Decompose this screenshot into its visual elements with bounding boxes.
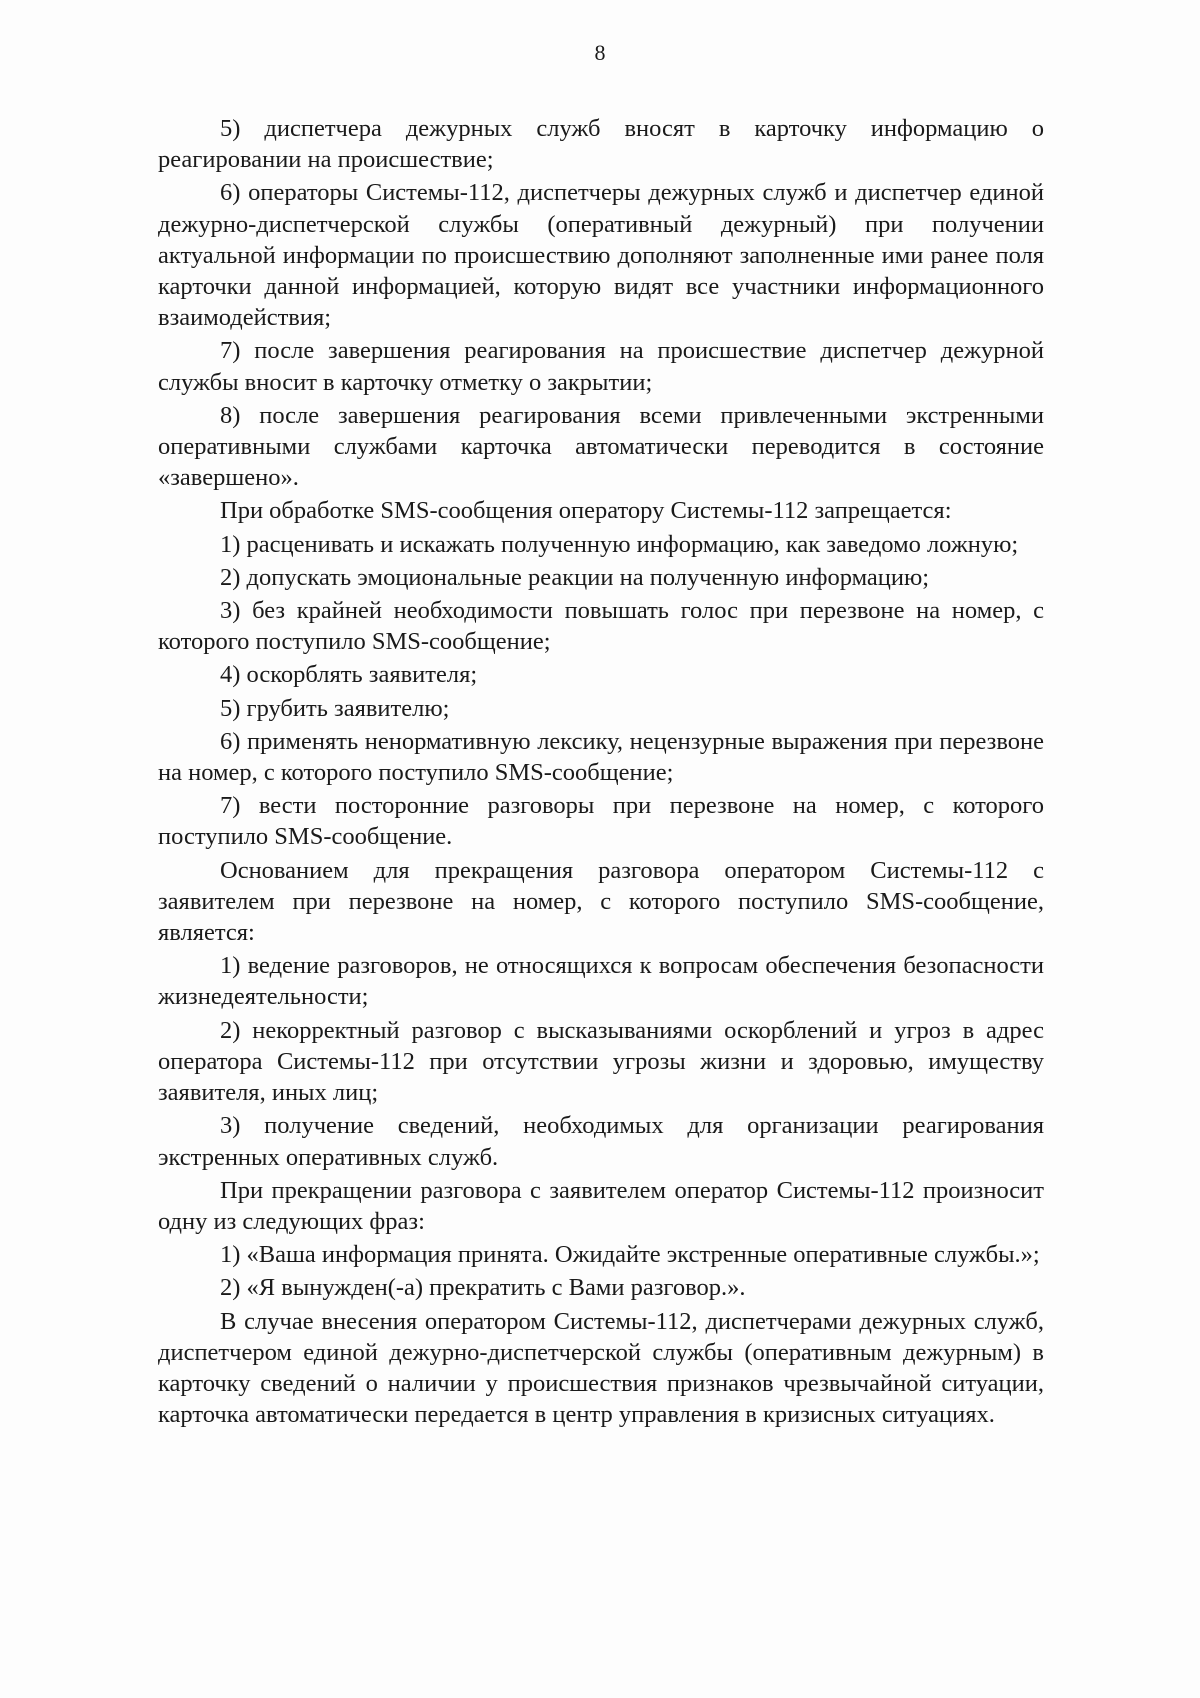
paragraph: 8) после завершения реагирования всеми привлеченными экстренными оперативными службами карточка автоматически переводится в состояние «завершено». <box>158 401 1044 492</box>
paragraph: 4) оскорблять заявителя; <box>220 661 478 689</box>
paragraph: При обработке SMS-сообщения оператору Системы-112 запрещается: <box>220 497 952 525</box>
paragraph: Основанием для прекращения разговора оператором Системы-112 с заявителем при перезвоне на номер, с которого поступило SMS-сообщение, является: <box>158 856 1044 947</box>
paragraph: 7) после завершения реагирования на происшествие диспетчер дежурной службы вносит в карточку отметку о закрытии; <box>158 337 1044 396</box>
paragraph: 6) операторы Системы-112, диспетчеры дежурных служб и диспетчер единой дежурно-диспетчерской службы (оперативный дежурный) при получении актуальной информации по происшествию дополняют заполненные ими ранее поля карточки данной информацией, которую видят все участники информационного взаимодействия; <box>158 179 1044 332</box>
paragraph: 5) диспетчера дежурных служб вносят в карточку информацию о реагировании на происшествие; <box>158 115 1044 174</box>
document-body <box>158 113 1044 1432</box>
paragraph: 1) «Ваша информация принята. Ожидайте экстренные оперативные службы.»; <box>220 1241 1040 1269</box>
paragraph: В случае внесения оператором Системы-112, диспетчерами дежурных служб, диспетчером единой дежурно-диспетчерской службы (оперативным дежурным) в карточку сведений о наличии у происшествия признаков чрезвычайной ситуации, карточка автоматически передается в центр управления в кризисных ситуациях. <box>158 1307 1044 1429</box>
paragraph: 1) ведение разговоров, не относящихся к вопросам обеспечения безопасности жизнедеятельности; <box>158 952 1044 1011</box>
paragraph: 5) грубить заявителю; <box>220 694 450 722</box>
paragraph: 3) без крайней необходимости повышать голос при перезвоне на номер, с которого поступило SMS-сообщение; <box>158 597 1044 656</box>
paragraph: 2) «Я вынужден(-а) прекратить с Вами разговор.». <box>220 1274 746 1302</box>
paragraph: 3) получение сведений, необходимых для организации реагирования экстренных оперативных служб. <box>158 1112 1044 1171</box>
page-number: 8 <box>594 40 606 65</box>
paragraph: 2) некорректный разговор с высказываниями оскорблений и угроз в адрес оператора Системы-112 при отсутствии угрозы жизни и здоровью, имуществу заявителя, иных лиц; <box>158 1016 1044 1107</box>
paragraph: 7) вести посторонние разговоры при перезвоне на номер, с которого поступило SMS-сообщение. <box>158 792 1044 851</box>
paragraph: 6) применять ненормативную лексику, нецензурные выражения при перезвоне на номер, с которого поступило SMS-сообщение; <box>158 727 1044 787</box>
paragraph: При прекращении разговора с заявителем оператор Системы-112 произносит одну из следующих фраз: <box>158 1176 1044 1235</box>
paragraph: 1) расценивать и искажать полученную информацию, как заведомо ложную; <box>220 530 1019 558</box>
paragraph: 2) допускать эмоциональные реакции на полученную информацию; <box>220 563 930 591</box>
